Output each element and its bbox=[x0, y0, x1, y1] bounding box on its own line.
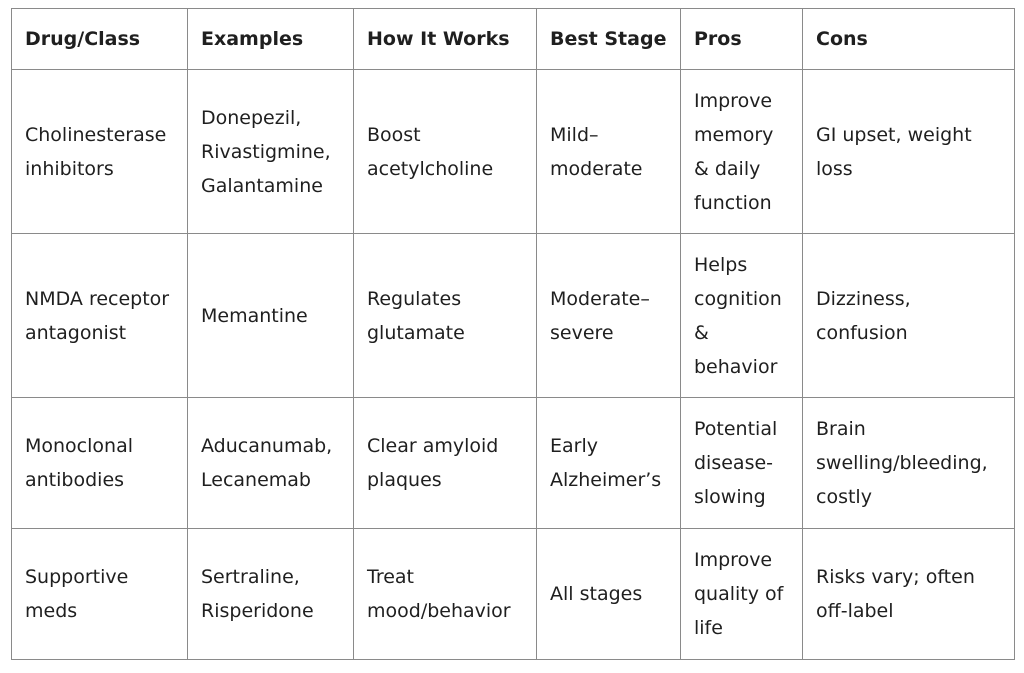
header-best-stage: Best Stage bbox=[537, 9, 681, 70]
header-examples: Examples bbox=[188, 9, 354, 70]
cell-drug-class: Supportive meds bbox=[12, 529, 188, 660]
header-how-it-works: How It Works bbox=[354, 9, 537, 70]
header-drug-class: Drug/Class bbox=[12, 9, 188, 70]
cell-how-it-works: Boost acetylcholine bbox=[354, 70, 537, 234]
cell-best-stage: All stages bbox=[537, 529, 681, 660]
cell-how-it-works: Regulates glutamate bbox=[354, 234, 537, 398]
cell-how-it-works: Treat mood/behavior bbox=[354, 529, 537, 660]
cell-drug-class: NMDA receptor antagonist bbox=[12, 234, 188, 398]
cell-pros: Helps cognition & behavior bbox=[681, 234, 803, 398]
cell-drug-class: Monoclonal antibodies bbox=[12, 398, 188, 529]
table-row bbox=[12, 398, 1015, 529]
cell-best-stage: Moderate–severe bbox=[537, 234, 681, 398]
cell-best-stage: Mild–moderate bbox=[537, 70, 681, 234]
header-pros: Pros bbox=[681, 9, 803, 70]
cell-examples: Sertraline, Risperidone bbox=[188, 529, 354, 660]
cell-how-it-works: Clear amyloid plaques bbox=[354, 398, 537, 529]
table-header-row bbox=[12, 9, 1015, 70]
cell-best-stage: Early Alzheimer’s bbox=[537, 398, 681, 529]
cell-pros: Potential disease-slowing bbox=[681, 398, 803, 529]
table-row bbox=[12, 234, 1015, 398]
cell-cons: GI upset, weight loss bbox=[803, 70, 1015, 234]
cell-cons: Brain swelling/bleeding, costly bbox=[803, 398, 1015, 529]
drug-comparison-table bbox=[11, 8, 1015, 660]
header-cons: Cons bbox=[803, 9, 1015, 70]
cell-pros: Improve memory & daily function bbox=[681, 70, 803, 234]
table-row bbox=[12, 70, 1015, 234]
cell-examples: Aducanumab, Lecanemab bbox=[188, 398, 354, 529]
table-row bbox=[12, 529, 1015, 660]
cell-examples: Donepezil, Rivastigmine, Galantamine bbox=[188, 70, 354, 234]
cell-cons: Dizziness, confusion bbox=[803, 234, 1015, 398]
cell-drug-class: Cholinesterase inhibitors bbox=[12, 70, 188, 234]
cell-cons: Risks vary; often off-label bbox=[803, 529, 1015, 660]
cell-examples: Memantine bbox=[188, 234, 354, 398]
cell-pros: Improve quality of life bbox=[681, 529, 803, 660]
